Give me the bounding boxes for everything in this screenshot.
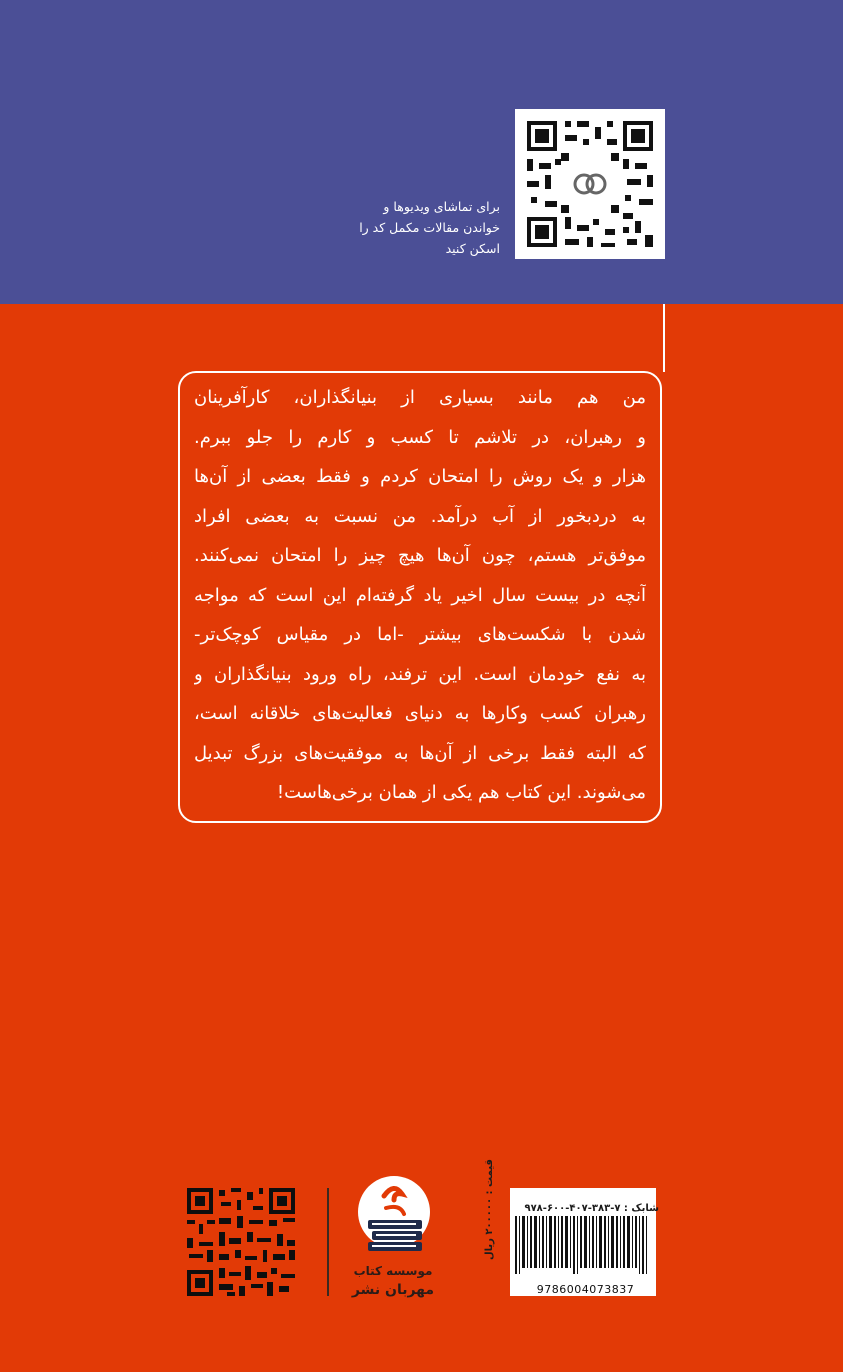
blurb-line: که البته فقط برخی از آن‌ها به موفقیت‌های بزرگ تبدیل <box>194 742 646 764</box>
price-label: قیمت : ۲۰۰۰۰۰ ریال <box>484 1159 495 1260</box>
qr-caption-line: اسکن کنید <box>445 241 500 256</box>
qr-code-top-graphic <box>515 109 665 259</box>
qr-code-bottom[interactable] <box>187 1188 295 1296</box>
qr-caption-line: خواندن مقالات مکمل کد را <box>359 220 500 235</box>
blurb-line: شدن با شکست‌های بیشتر -اما در مقیاس کوچک‌تر- <box>194 624 646 645</box>
qr-code-top[interactable] <box>515 109 665 259</box>
barcode-digits: 9786004073837 <box>536 1283 635 1296</box>
publisher-logo <box>356 1174 432 1264</box>
blurb-line: به دردبخور از آب درآمد. من نسبت به بعضی افراد <box>194 505 646 527</box>
publisher-name <box>340 1263 446 1300</box>
qr-caption-line: برای تماشای ویدیوها و <box>383 199 500 214</box>
isbn-label: شابک : ۷-۳۸۳-۴۰۷-۶۰۰-۹۷۸ <box>524 1203 659 1214</box>
qr-code-bottom-graphic <box>187 1188 295 1296</box>
publisher-line-1: موسسه کتاب <box>353 1264 433 1278</box>
connector-line <box>663 304 665 372</box>
blurb-line: موفق‌تر هستم، چون آن‌ها هیچ چیز را امتحان نمی‌کنند. <box>194 545 646 566</box>
blurb-text <box>194 378 646 813</box>
blurb-line: رهبران کسب وکارها به دنیای فعالیت‌های خلاقانه است، <box>194 703 646 724</box>
book-stack-icon <box>356 1174 432 1264</box>
qr-caption <box>240 196 500 259</box>
blurb-line: به نفع خودمان است. این ترفند، راه ورود بنیانگذاران و <box>194 663 646 685</box>
publisher-line-2: مهربان نشر <box>351 1282 435 1298</box>
blurb-line: آنچه در بیست سال اخیر یاد گرفته‌ام این است که مواجه <box>194 584 646 606</box>
blurb-line: هزار و یک روش را امتحان کردم و فقط بعضی از آن‌ها <box>194 466 646 487</box>
divider <box>327 1188 329 1296</box>
blurb-line: و رهبران، در تلاشم تا کسب و کارم را جلو ببرم. <box>194 426 646 448</box>
blurb-line: من هم مانند بسیاری از بنیانگذاران، کارآفرینان <box>194 387 646 408</box>
blurb-line: می‌شوند. این کتاب هم یکی از همان برخی‌هاست! <box>276 782 646 803</box>
